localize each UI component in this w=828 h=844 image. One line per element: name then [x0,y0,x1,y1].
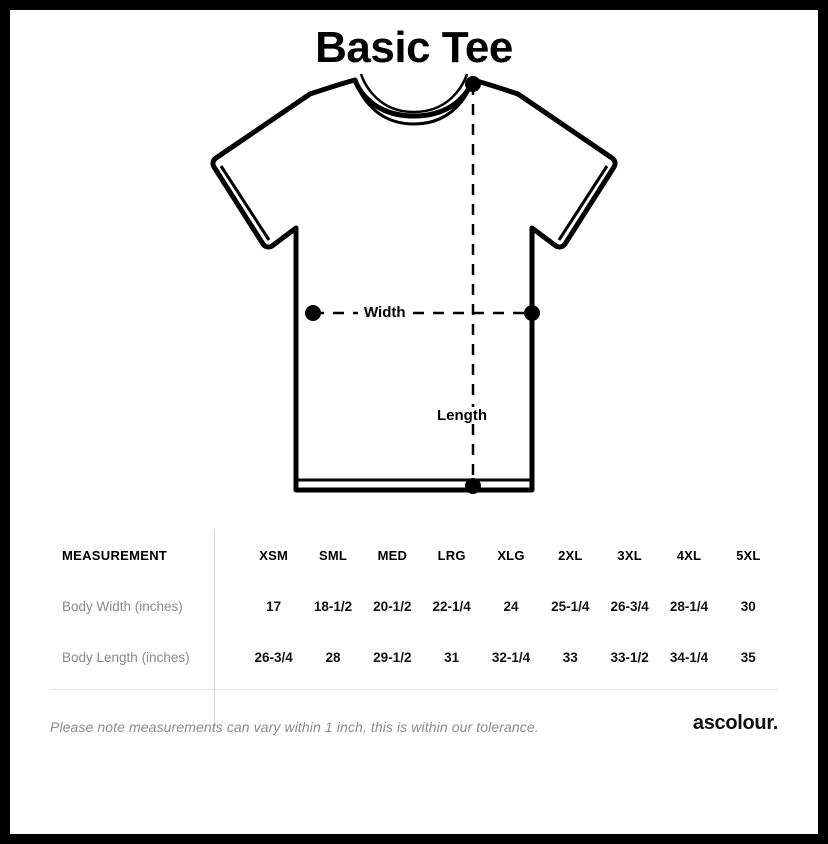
size-header-lrg: LRG [437,548,466,564]
size-header-med: MED [377,548,408,564]
body-width-3xl: 26-3/4 [610,599,649,615]
body-length-lrg: 31 [444,650,460,666]
body-width-lrg: 22-1/4 [432,599,471,615]
tee-diagram [10,72,818,512]
brand-logo: ascolour. [692,712,778,735]
body-length-xsm: 26-3/4 [254,650,293,666]
body-length-xlg: 32-1/4 [491,650,531,666]
size-table-area [10,530,818,683]
size-header-xsm: XSM [259,548,289,564]
row-label-body-width: Body Width (inches) [62,599,183,615]
size-header-5xl: 5XL [736,548,761,564]
table-vertical-divider [214,530,215,730]
measurement-header: MEASUREMENT [62,548,168,564]
table-row [50,632,778,683]
body-width-med: 20-1/2 [373,599,412,615]
size-header-xlg: XLG [497,548,525,564]
footer [10,712,818,735]
page-title: Basic Tee [315,23,513,72]
body-width-xsm: 17 [266,599,282,615]
body-width-sml: 18-1/2 [313,599,353,615]
body-length-2xl: 33 [562,650,578,666]
length-label: Length [431,407,493,424]
size-chart-page [10,10,818,834]
tee-illustration [10,72,818,512]
size-table [50,530,778,683]
size-header-4xl: 4XL [676,548,702,564]
row-label-body-length: Body Length (inches) [62,650,190,666]
size-header-2xl: 2XL [558,548,583,564]
body-width-5xl: 30 [740,599,756,615]
body-width-2xl: 25-1/4 [551,599,590,615]
tolerance-note: Please note measurements can vary within 1 inch, this is within our tolerance. [50,719,539,736]
table-row [50,581,778,632]
footer-divider [50,689,778,690]
body-width-4xl: 28-1/4 [669,599,709,615]
size-header-sml: SML [318,548,348,564]
body-length-3xl: 33-1/2 [610,650,649,666]
body-width-xlg: 24 [503,599,519,615]
body-length-5xl: 35 [740,650,756,666]
body-length-4xl: 34-1/4 [669,650,709,666]
body-length-med: 29-1/2 [373,650,412,666]
width-label: Width [358,304,412,321]
table-header-row [50,530,778,581]
size-header-3xl: 3XL [617,548,642,564]
body-length-sml: 28 [325,650,341,666]
